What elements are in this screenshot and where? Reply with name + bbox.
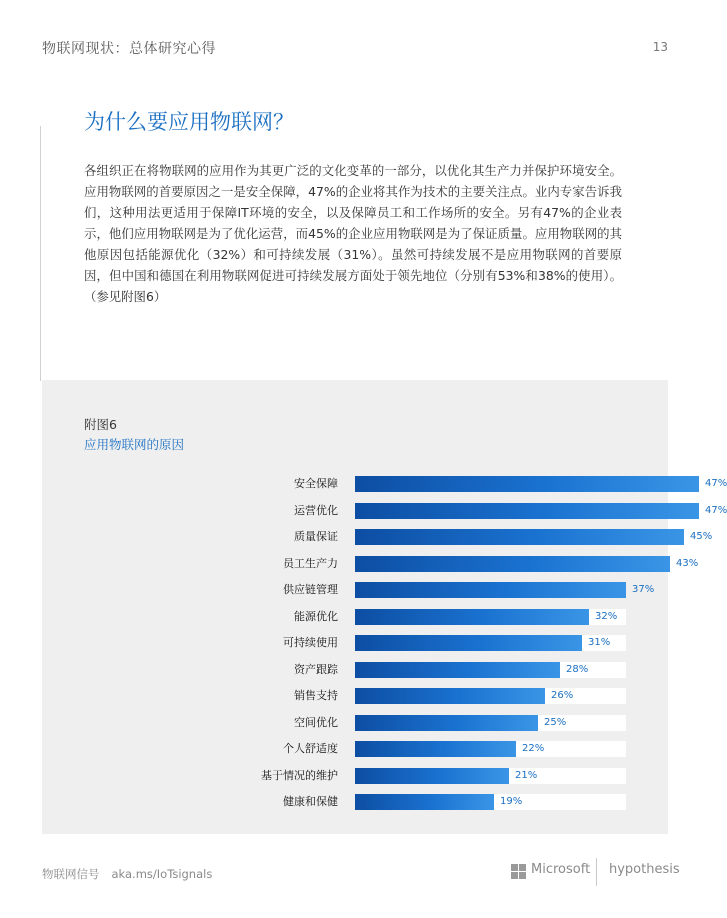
category-label: 运营优化 [294,503,338,517]
value-label: 21% [515,769,538,781]
microsoft-logo-icon [511,864,526,879]
category-label: 质量保证 [294,530,338,543]
value-label: 26% [551,690,574,701]
chart-row [0,741,710,757]
bar [355,582,626,598]
chart-row [0,662,710,678]
category-label: 安全保障 [294,477,338,490]
bar [355,741,516,757]
chart-row [0,503,727,519]
footer-url[interactable]: aka.ms/IoTsignals [111,867,213,881]
section-heading: 为什么要应用物联网？ [84,110,294,134]
chart-row [0,582,710,598]
bar [355,609,589,625]
bar [355,635,582,651]
bar [355,688,545,704]
figure-title: 应用物联网的原因 [84,437,185,452]
footer-separator [596,858,597,886]
hypothesis-wordmark: hypothesis [609,862,680,877]
value-label: 45% [690,531,713,542]
chart-row [0,715,710,731]
chart-row [0,476,727,492]
category-label: 资产跟踪 [294,662,338,676]
bar [355,768,509,784]
chart-row [0,556,710,572]
chart-row [0,529,713,545]
category-label: 供应链管理 [283,583,338,596]
category-label: 基于情况的维护 [261,768,338,782]
microsoft-wordmark: Microsoft [531,862,591,877]
category-label: 可持续使用 [283,636,338,649]
value-label: 37% [632,584,655,595]
value-label: 28% [566,663,589,675]
value-label: 22% [522,743,545,754]
category-label: 空间优化 [294,715,338,729]
chart-row [0,635,710,651]
category-label: 销售支持 [294,689,338,702]
footer-left [42,866,212,882]
bar [355,503,699,519]
bar [355,794,494,810]
category-label: 员工生产力 [283,556,338,570]
category-label: 健康和保健 [283,795,338,808]
chart-row [0,609,710,625]
value-label: 47% [705,504,727,516]
bar [355,529,684,545]
figure-label: 附图6 [84,417,117,432]
body-paragraph: 各组织正在将物联网的应用作为其更广泛的文化变革的一部分，以优化其生产力并保护环境安全。应用物联网的首要原因之一是安全保障，47%的企业将其作为技术的主要关注点。业内专家告诉我们，这种用法更适用于保障IT环境的安全，以及保障员工和工作场所的安全。另有47%的企业表示，他们应用物联网是为了优化运营，而45%的企业应用物联网是为了保证质量。应用物联网的其他原因包括能源优化（32%）和可持续发展（31%）。虽然可持续发展不是应用物联网的首要原因，但中国和德国在利用物联网促进可持续发展方面处于领先地位（分别有53%和38%的使用）。（参见附图6） [84,163,622,304]
bar [355,476,699,492]
chart-row [0,688,710,704]
chart-row [0,768,710,784]
chart-row [0,794,710,810]
header-title: 物联网现状：总体研究心得 [42,41,216,57]
value-label: 47% [705,478,727,489]
bar [355,556,670,572]
bar [355,662,560,678]
footer-brand: 物联网信号 [42,867,100,881]
page-number: 13 [652,40,668,54]
value-label: 43% [676,557,699,569]
value-label: 25% [544,716,567,728]
bar [355,715,538,731]
left-rule [40,126,41,381]
category-label: 能源优化 [294,609,338,623]
value-label: 32% [595,610,618,622]
value-label: 19% [500,796,523,807]
value-label: 31% [588,637,611,648]
category-label: 个人舒适度 [283,742,338,755]
